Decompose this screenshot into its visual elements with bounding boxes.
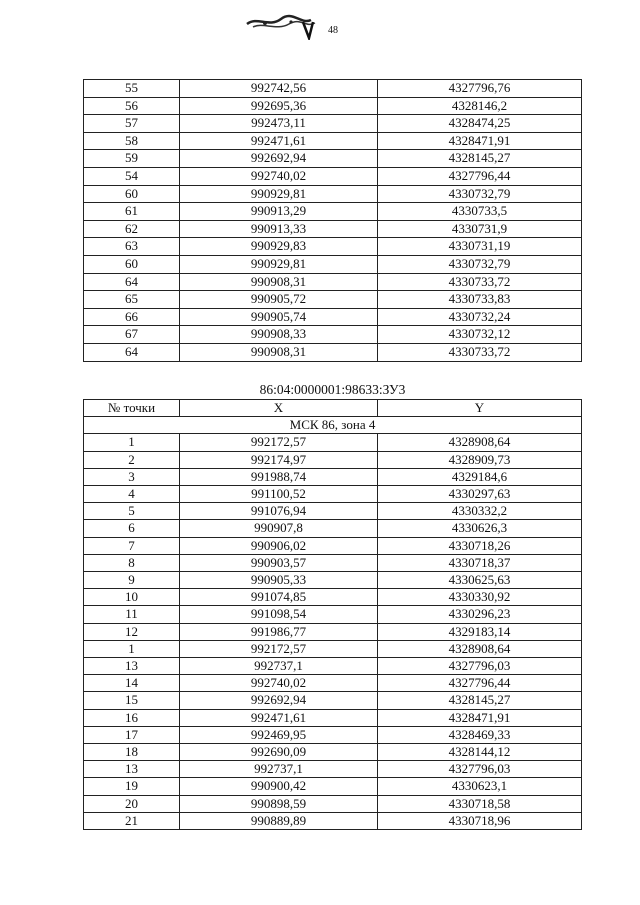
y-coordinate-cell: 4328144,12	[378, 744, 582, 761]
table-row	[84, 658, 582, 675]
x-coordinate-cell: 992471,61	[180, 132, 378, 150]
x-coordinate-cell: 992740,02	[180, 675, 378, 692]
x-coordinate-cell: 992690,09	[180, 744, 378, 761]
table-row	[84, 606, 582, 623]
x-coordinate-cell: 992692,94	[180, 692, 378, 709]
y-coordinate-cell: 4330718,58	[378, 795, 582, 812]
y-coordinate-cell: 4330732,24	[378, 308, 582, 326]
y-coordinate-cell: 4327796,03	[378, 761, 582, 778]
y-coordinate-cell: 4327796,76	[378, 80, 582, 98]
table-row	[84, 675, 582, 692]
point-number-cell: 11	[84, 606, 180, 623]
table-row	[84, 795, 582, 812]
table-row	[84, 761, 582, 778]
table-row	[84, 554, 582, 571]
point-number-cell: 64	[84, 273, 180, 291]
table-row	[84, 167, 582, 185]
y-coordinate-cell: 4327796,03	[378, 658, 582, 675]
point-number-cell: 9	[84, 572, 180, 589]
y-coordinate-cell: 4329183,14	[378, 623, 582, 640]
x-coordinate-cell: 990905,72	[180, 291, 378, 309]
y-coordinate-cell: 4328145,27	[378, 692, 582, 709]
y-coordinate-cell: 4330330,92	[378, 589, 582, 606]
x-coordinate-cell: 991076,94	[180, 503, 378, 520]
x-coordinate-cell: 992172,57	[180, 640, 378, 657]
point-number-cell: 13	[84, 658, 180, 675]
x-coordinate-cell: 992172,57	[180, 434, 378, 451]
table-row	[84, 572, 582, 589]
point-number-cell: 62	[84, 220, 180, 238]
y-coordinate-cell: 4330733,72	[378, 343, 582, 361]
y-coordinate-cell: 4328469,33	[378, 726, 582, 743]
table-row	[84, 726, 582, 743]
point-number-cell: 65	[84, 291, 180, 309]
y-coordinate-cell: 4330733,72	[378, 273, 582, 291]
y-coordinate-cell: 4330718,96	[378, 812, 582, 829]
page-header	[0, 6, 640, 46]
table-header-row	[84, 400, 582, 417]
point-number-cell: 66	[84, 308, 180, 326]
table-row	[84, 185, 582, 203]
table-row	[84, 812, 582, 829]
y-coordinate-cell: 4330733,83	[378, 291, 582, 309]
point-number-cell: 63	[84, 238, 180, 256]
point-number-cell: 54	[84, 167, 180, 185]
point-number-cell: 58	[84, 132, 180, 150]
x-coordinate-cell: 991098,54	[180, 606, 378, 623]
table-row	[84, 434, 582, 451]
point-number-cell: 15	[84, 692, 180, 709]
point-number-cell: 12	[84, 623, 180, 640]
point-number-cell: 13	[84, 761, 180, 778]
point-number-cell: 4	[84, 486, 180, 503]
y-coordinate-cell: 4330733,5	[378, 203, 582, 221]
x-coordinate-cell: 990889,89	[180, 812, 378, 829]
table-row	[84, 255, 582, 273]
y-coordinate-cell: 4330623,1	[378, 778, 582, 795]
page-number: 48	[328, 25, 338, 36]
point-number-cell: 57	[84, 115, 180, 133]
x-coordinate-cell: 992695,36	[180, 97, 378, 115]
parcel-title: 86:04:0000001:98633:ЗУ3	[259, 382, 406, 397]
table-row	[84, 503, 582, 520]
point-number-cell: 16	[84, 709, 180, 726]
point-number-cell: 1	[84, 434, 180, 451]
table-row	[84, 132, 582, 150]
table-row	[84, 203, 582, 221]
point-number-cell: 64	[84, 343, 180, 361]
x-coordinate-cell: 990905,74	[180, 308, 378, 326]
table-row	[84, 308, 582, 326]
table-row	[84, 692, 582, 709]
point-number-cell: 60	[84, 185, 180, 203]
y-coordinate-cell: 4328474,25	[378, 115, 582, 133]
y-coordinate-cell: 4328145,27	[378, 150, 582, 168]
table-row	[84, 623, 582, 640]
y-coordinate-cell: 4330297,63	[378, 486, 582, 503]
table-row	[84, 291, 582, 309]
table-row	[84, 343, 582, 361]
zone-row	[84, 417, 582, 434]
table-row	[84, 238, 582, 256]
point-number-cell: 18	[84, 744, 180, 761]
x-coordinate-cell: 990908,33	[180, 326, 378, 344]
x-coordinate-cell: 990929,83	[180, 238, 378, 256]
point-number-cell: 55	[84, 80, 180, 98]
point-number-cell: 8	[84, 554, 180, 571]
point-number-cell: 21	[84, 812, 180, 829]
y-coordinate-cell: 4328146,2	[378, 97, 582, 115]
x-coordinate-cell: 992469,95	[180, 726, 378, 743]
table-row	[84, 97, 582, 115]
point-number-cell: 59	[84, 150, 180, 168]
y-coordinate-cell: 4328909,73	[378, 451, 582, 468]
x-coordinate-cell: 991074,85	[180, 589, 378, 606]
y-coordinate-cell: 4328908,64	[378, 434, 582, 451]
x-coordinate-cell: 990905,33	[180, 572, 378, 589]
point-number-cell: 14	[84, 675, 180, 692]
y-coordinate-cell: 4330732,79	[378, 185, 582, 203]
table-row	[84, 640, 582, 657]
point-number-cell: 1	[84, 640, 180, 657]
x-coordinate-cell: 990913,33	[180, 220, 378, 238]
y-coordinate-cell: 4329184,6	[378, 468, 582, 485]
coordinates-table-continued	[83, 79, 582, 362]
point-number-cell: 6	[84, 520, 180, 537]
y-coordinate-cell: 4330731,19	[378, 238, 582, 256]
coordinates-table	[83, 399, 582, 830]
table-row	[84, 778, 582, 795]
point-number-cell: 67	[84, 326, 180, 344]
header-y: Y	[378, 400, 582, 417]
x-coordinate-cell: 992471,61	[180, 709, 378, 726]
y-coordinate-cell: 4330732,79	[378, 255, 582, 273]
x-coordinate-cell: 992473,11	[180, 115, 378, 133]
x-coordinate-cell: 990906,02	[180, 537, 378, 554]
y-coordinate-cell: 4327796,44	[378, 675, 582, 692]
y-coordinate-cell: 4330332,2	[378, 503, 582, 520]
table-row	[84, 468, 582, 485]
x-coordinate-cell: 992692,94	[180, 150, 378, 168]
point-number-cell: 20	[84, 795, 180, 812]
table-row	[84, 115, 582, 133]
coordinates-table-body	[84, 80, 582, 362]
point-number-cell: 3	[84, 468, 180, 485]
table-row	[84, 326, 582, 344]
point-number-cell: 5	[84, 503, 180, 520]
point-number-cell: 10	[84, 589, 180, 606]
x-coordinate-cell: 990903,57	[180, 554, 378, 571]
x-coordinate-cell: 990913,29	[180, 203, 378, 221]
y-coordinate-cell: 4330625,63	[378, 572, 582, 589]
x-coordinate-cell: 992737,1	[180, 761, 378, 778]
point-number-cell: 56	[84, 97, 180, 115]
y-coordinate-cell: 4330626,3	[378, 520, 582, 537]
y-coordinate-cell: 4327796,44	[378, 167, 582, 185]
x-coordinate-cell: 990929,81	[180, 185, 378, 203]
y-coordinate-cell: 4330718,26	[378, 537, 582, 554]
point-number-cell: 19	[84, 778, 180, 795]
x-coordinate-cell: 991988,74	[180, 468, 378, 485]
table-row	[84, 486, 582, 503]
table-row	[84, 520, 582, 537]
y-coordinate-cell: 4330731,9	[378, 220, 582, 238]
y-coordinate-cell: 4328471,91	[378, 709, 582, 726]
signature-stamp-icon	[243, 10, 321, 40]
y-coordinate-cell: 4330718,37	[378, 554, 582, 571]
x-coordinate-cell: 992742,56	[180, 80, 378, 98]
y-coordinate-cell: 4330732,12	[378, 326, 582, 344]
x-coordinate-cell: 990908,31	[180, 343, 378, 361]
point-number-cell: 7	[84, 537, 180, 554]
y-coordinate-cell: 4330296,23	[378, 606, 582, 623]
x-coordinate-cell: 990929,81	[180, 255, 378, 273]
table-row	[84, 451, 582, 468]
coordinates-table-body	[84, 417, 582, 830]
point-number-cell: 61	[84, 203, 180, 221]
x-coordinate-cell: 990908,31	[180, 273, 378, 291]
table-row	[84, 150, 582, 168]
x-coordinate-cell: 991986,77	[180, 623, 378, 640]
x-coordinate-cell: 992737,1	[180, 658, 378, 675]
x-coordinate-cell: 992174,97	[180, 451, 378, 468]
point-number-cell: 60	[84, 255, 180, 273]
y-coordinate-cell: 4328471,91	[378, 132, 582, 150]
zone-label: МСК 86, зона 4	[84, 417, 582, 434]
table-row	[84, 589, 582, 606]
table-row	[84, 744, 582, 761]
x-coordinate-cell: 990900,42	[180, 778, 378, 795]
header-point-number: № точки	[84, 400, 180, 417]
table-row	[84, 273, 582, 291]
x-coordinate-cell: 991100,52	[180, 486, 378, 503]
table-row	[84, 220, 582, 238]
x-coordinate-cell: 992740,02	[180, 167, 378, 185]
y-coordinate-cell: 4328908,64	[378, 640, 582, 657]
point-number-cell: 2	[84, 451, 180, 468]
x-coordinate-cell: 990907,8	[180, 520, 378, 537]
header-x: X	[180, 400, 378, 417]
table-row	[84, 537, 582, 554]
x-coordinate-cell: 990898,59	[180, 795, 378, 812]
table-row	[84, 80, 582, 98]
point-number-cell: 17	[84, 726, 180, 743]
table-row	[84, 709, 582, 726]
